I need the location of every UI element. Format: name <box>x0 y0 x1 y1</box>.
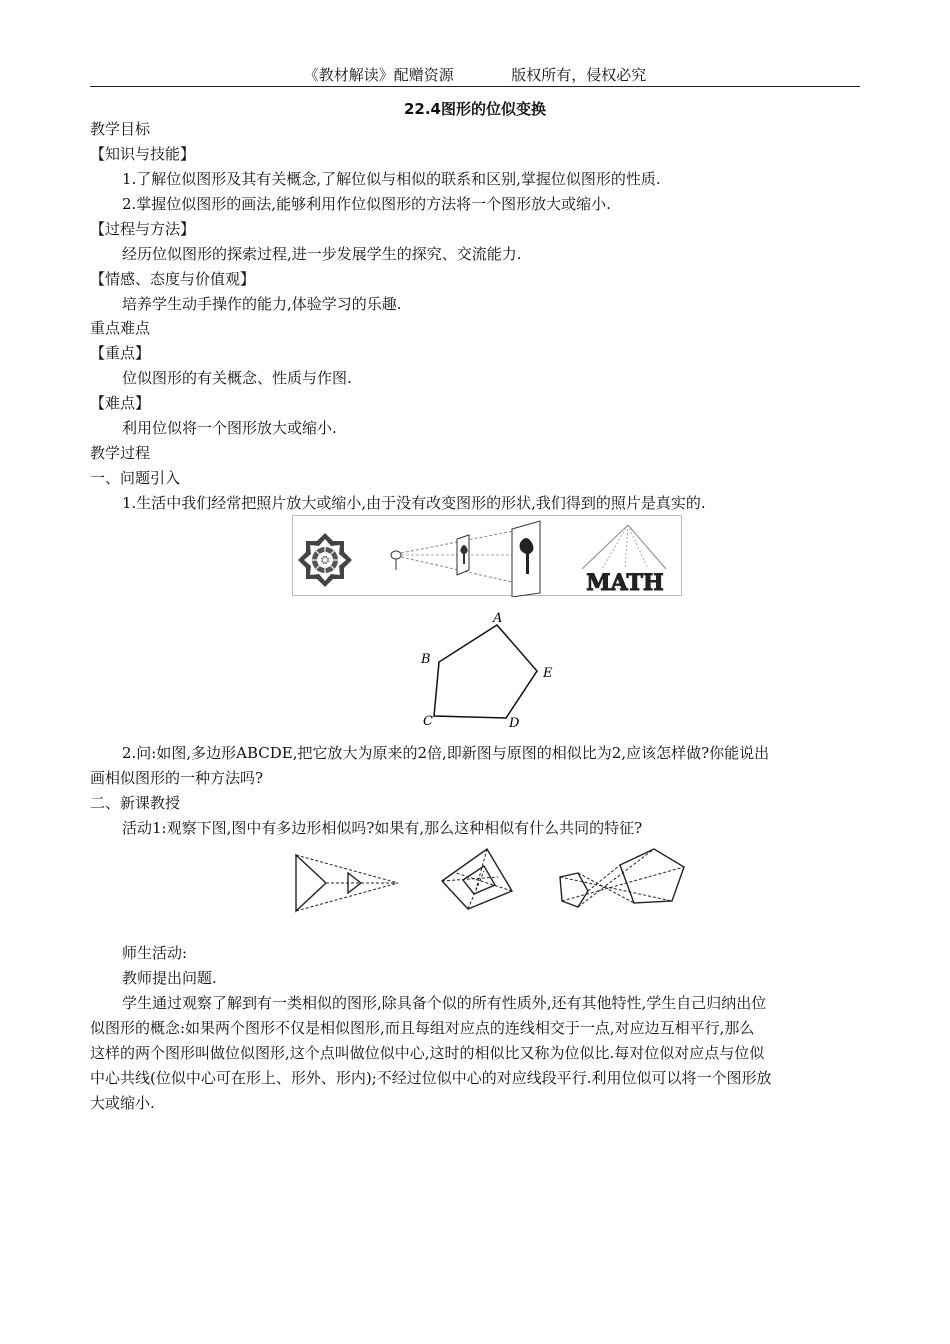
ts-activity: 师生活动: <box>122 944 188 962</box>
label-c: C <box>423 714 433 729</box>
process-heading: 教学过程 <box>90 444 151 462</box>
student-para-line-5: 大或缩小. <box>90 1094 155 1112</box>
student-para-line-4: 中心共线(位似中心可在形上、形外、形内);不经过位似中心的对应线段平行.利用位似可以将一个图形放 <box>90 1069 772 1087</box>
key-heading: 【重点】 <box>90 344 151 362</box>
difficult-text: 利用位似将一个图形放大或缩小. <box>122 419 337 437</box>
math-word: MATH <box>586 570 664 596</box>
header-right: 版权所有，侵权必究 <box>511 66 647 84</box>
attitude-heading: 【情感、态度与价值观】 <box>90 270 256 288</box>
intro-item-2-line-1: 2.问:如图,多边形ABCDE,把它放大为原来的2倍,即新图与原图的相似比为2,应该怎样做?你能说出 <box>122 744 770 762</box>
objectives-heading: 教学目标 <box>90 120 151 138</box>
process-method-heading: 【过程与方法】 <box>90 220 196 238</box>
intro-item-2-line-2: 画相似图形的一种方法吗? <box>90 769 264 787</box>
student-para-line-1: 学生通过观察了解到有一类相似的图形,除具备个似的所有性质外,还有其他特性,学生自己归纳出位 <box>122 994 767 1012</box>
page-header <box>90 64 860 86</box>
new-lesson-heading: 二、新课教授 <box>90 794 181 812</box>
photo-strip-figure <box>292 515 682 597</box>
ornament-icon <box>298 533 352 587</box>
attitude-text: 培养学生动手操作的能力,体验学习的乐趣. <box>122 295 402 313</box>
difficult-heading: 【难点】 <box>90 394 151 412</box>
math-figure <box>577 525 672 596</box>
pentagon-figure <box>418 608 568 732</box>
projection-figure <box>391 521 540 597</box>
header-rule <box>90 86 860 87</box>
quadrilateral-homothety <box>442 849 512 909</box>
intro-item-1: 1.生活中我们经常把照片放大或缩小,由于没有改变图形的形状,我们得到的照片是真实的. <box>122 494 706 512</box>
ks-item-1: 1.了解位似图形及其有关概念,了解位似与相似的联系和区别,掌握位似图形的性质. <box>122 170 661 188</box>
label-e: E <box>543 666 553 681</box>
header-left: 《教材解读》配赠资源 <box>303 66 454 84</box>
triangle-homothety <box>296 855 398 911</box>
key-difficult-heading: 重点难点 <box>90 319 151 337</box>
intro-heading: 一、问题引入 <box>90 469 181 487</box>
student-para-line-2: 似图形的概念:如果两个图形不仅是相似图形,而且每组对应点的连线相交于一点,对应边互相平行,那么 <box>90 1019 755 1037</box>
homothety-figures <box>290 843 700 918</box>
page-title: 22.4图形的位似变换 <box>403 100 546 118</box>
pentagon-homothety <box>560 849 684 907</box>
ks-item-2: 2.掌握位似图形的画法,能够利用作位似图形的方法将一个图形放大或缩小. <box>122 195 611 213</box>
label-d: D <box>509 716 520 731</box>
pm-text: 经历位似图形的探索过程,进一步发展学生的探究、交流能力. <box>122 245 522 263</box>
label-a: A <box>493 611 503 626</box>
teacher-question: 教师提出问题. <box>122 969 217 987</box>
label-b: B <box>421 652 431 667</box>
key-text: 位似图形的有关概念、性质与作图. <box>122 369 352 387</box>
knowledge-skill-heading: 【知识与技能】 <box>90 145 196 163</box>
student-para-line-3: 这样的两个图形叫做位似图形,这个点叫做位似中心,这时的相似比又称为位似比.每对位似对应点与位似 <box>90 1044 765 1062</box>
activity-1: 活动1:观察下图,图中有多边形相似吗?如果有,那么这种相似有什么共同的特征? <box>122 819 643 837</box>
